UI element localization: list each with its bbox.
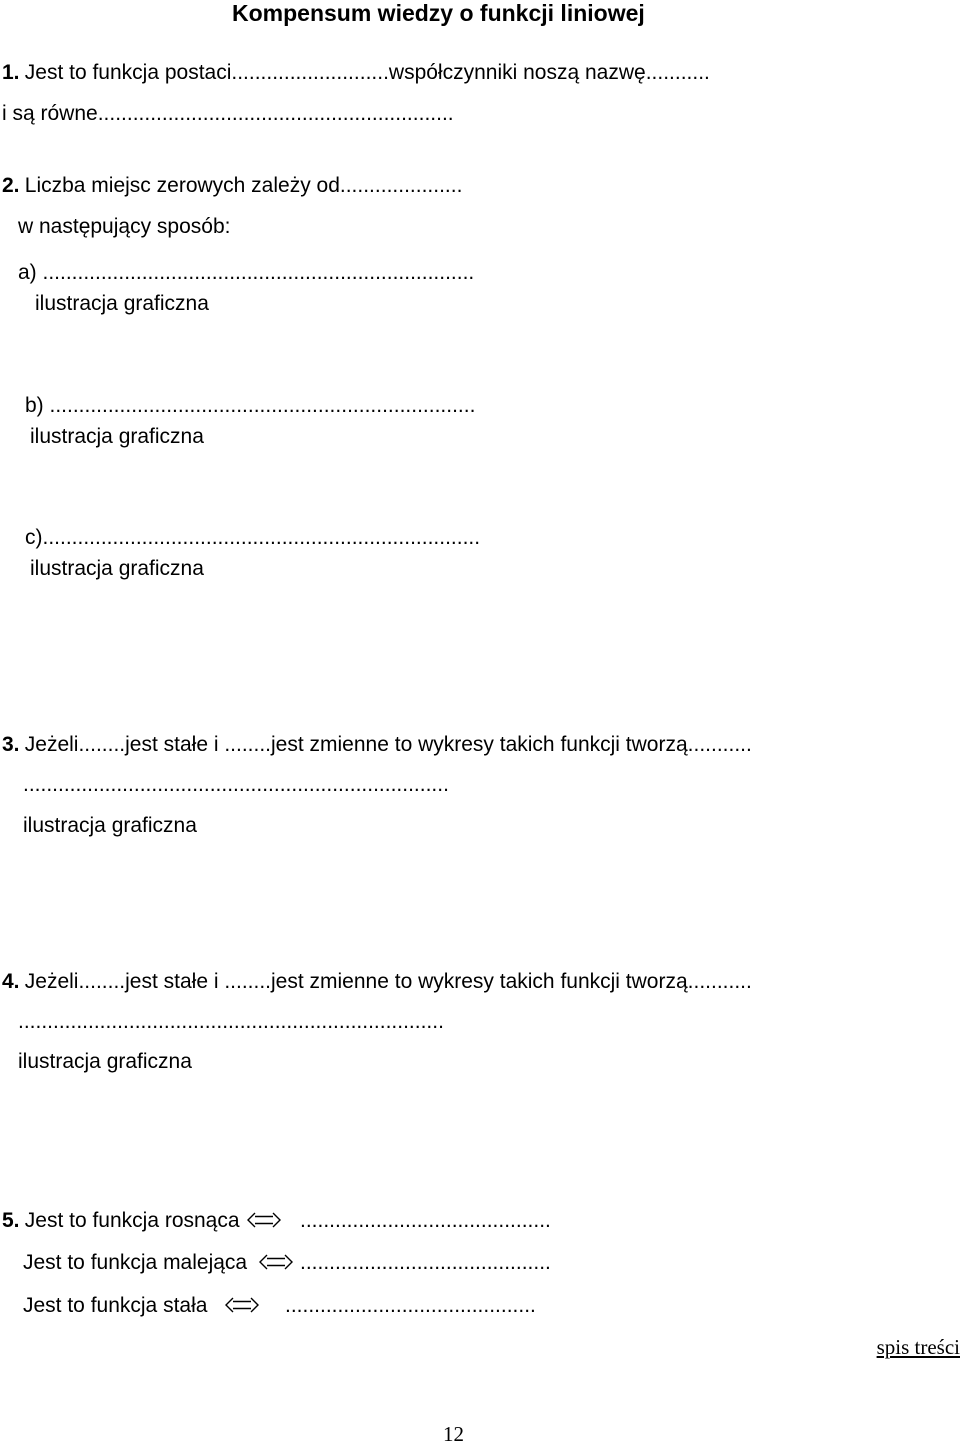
row-dots: ........................................... [300, 1209, 551, 1232]
question-5-row-constant: Jest to funkcja stała [23, 1294, 208, 1317]
left-right-double-arrow-icon [224, 1295, 260, 1315]
option-b: b) ......................................................................... [25, 394, 476, 417]
page-number: 12 [443, 1422, 464, 1446]
question-3-illustration-label: ilustracja graficzna [23, 814, 197, 837]
option-b-illustration-label: ilustracja graficzna [30, 425, 204, 448]
row-label: Jest to funkcja rosnąca [24, 1209, 240, 1232]
option-a-illustration-label: ilustracja graficzna [35, 292, 209, 315]
question-3 [2, 734, 752, 755]
question-text: Jeżeli........jest stałe i ........jest zmienne to wykresy takich funkcji tworzą........... [24, 733, 752, 756]
question-4-dots: ......................................................................... [18, 1010, 444, 1033]
left-right-double-arrow-icon [258, 1252, 294, 1272]
row-dots: ........................................... [285, 1294, 536, 1317]
question-text: Jest to funkcja postaci...........................współczynniki noszą nazwę........... [24, 61, 710, 84]
question-number: 4. [2, 970, 20, 993]
question-4-illustration-label: ilustracja graficzna [18, 1050, 192, 1073]
option-c: c)........................................................................... [25, 526, 481, 549]
left-right-double-arrow-icon [246, 1210, 282, 1230]
row-dots: ........................................... [300, 1251, 551, 1274]
question-5-row-increasing [2, 1210, 240, 1231]
question-4 [2, 971, 752, 992]
question-2 [2, 175, 462, 196]
question-2-subline: w następujący sposób: [18, 215, 231, 238]
option-a: a) .......................................................................... [18, 261, 475, 284]
question-text: Liczba miejsc zerowych zależy od..................... [24, 174, 463, 197]
page-title: Kompensum wiedzy o funkcji liniowej [232, 0, 645, 26]
table-of-contents-link[interactable]: spis treści [876, 1335, 960, 1359]
question-number: 3. [2, 733, 20, 756]
question-number: 1. [2, 61, 20, 84]
question-5-row-decreasing: Jest to funkcja malejąca [23, 1251, 248, 1274]
question-number: 5. [2, 1209, 20, 1232]
option-c-illustration-label: ilustracja graficzna [30, 557, 204, 580]
question-1-continuation: i są równe............................................................. [2, 102, 454, 125]
question-number: 2. [2, 174, 20, 197]
question-text: Jeżeli........jest stałe i ........jest zmienne to wykresy takich funkcji tworzą........... [24, 970, 752, 993]
question-3-dots: ......................................................................... [23, 773, 449, 796]
question-1 [2, 62, 710, 83]
